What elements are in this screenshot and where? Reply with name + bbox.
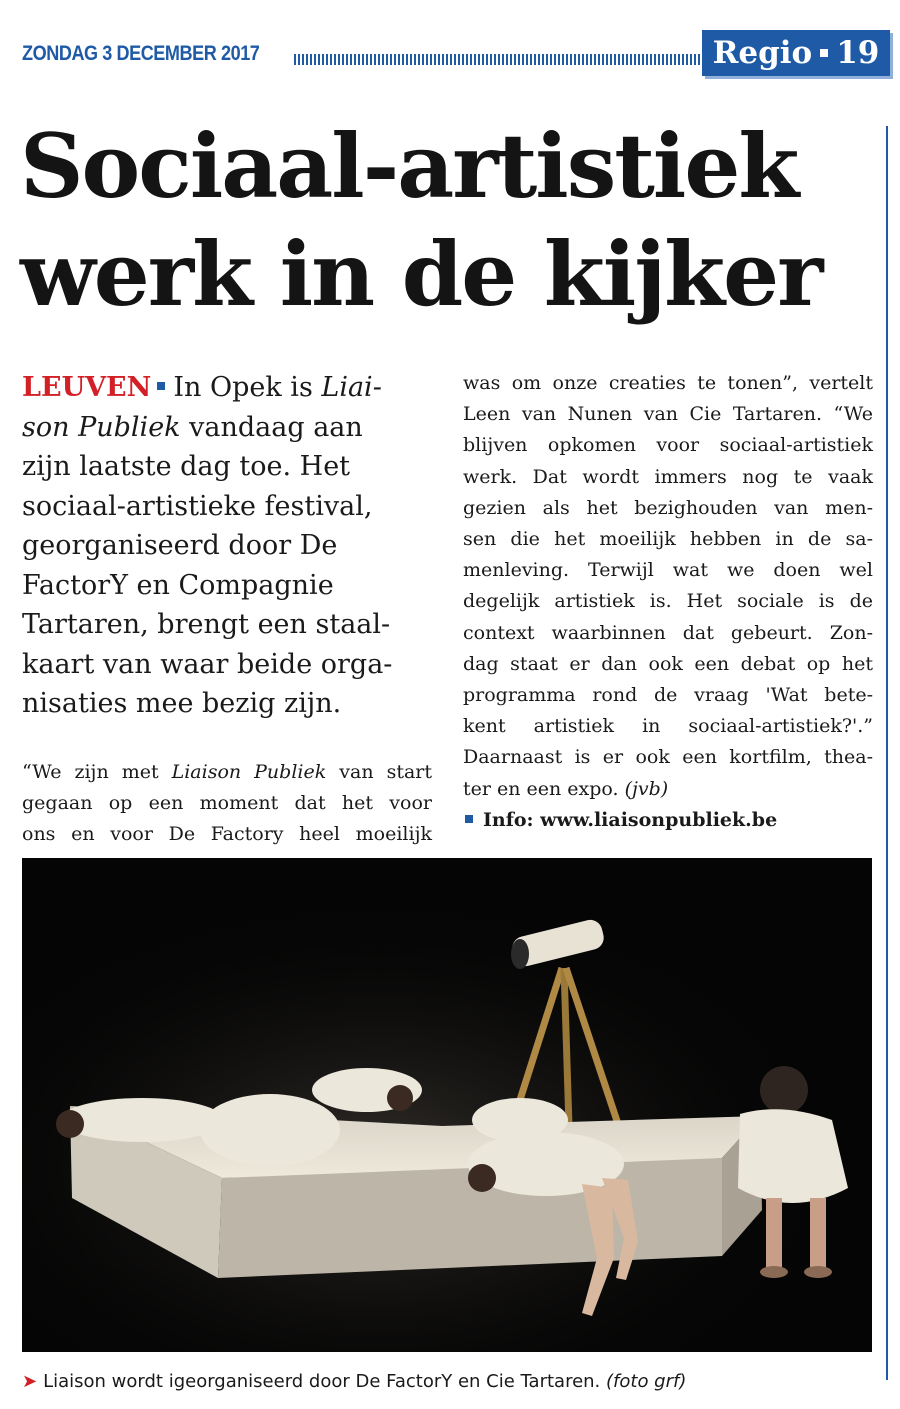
article-lead [22,368,432,724]
lead-line [22,368,432,408]
text-run: gegaan op een moment dat het voor [22,791,432,814]
text-run: “We zijn met [22,760,172,783]
body-line [463,462,873,493]
text-run: programma rond de vraag 'Wat bete- [463,684,873,707]
body-line [22,819,432,850]
text-run: dag staat er dan ook een debat op het [463,652,873,675]
body-line [463,711,873,742]
article-body-right [463,368,873,805]
section-name: Regio [712,35,813,71]
dotted-rule [294,54,706,65]
text-run: kent artistiek in sociaal-artistiek?'.” [463,715,873,738]
text-run: ter en een expo. [463,777,625,800]
theatre-stage-photo [22,858,872,1352]
text-run: (jvb) [624,777,669,800]
text-run: kaart van waar beide orga- [22,648,393,680]
body-line [463,586,873,617]
lead-line [22,605,432,645]
column-side-rule [886,126,888,1380]
article-body-left [22,757,432,851]
text-run: gezien als het bezighouden van men- [463,496,873,519]
body-line [22,757,432,788]
body-line [463,618,873,649]
article-right-column [463,368,873,836]
text-run: sen die het moeilijk hebben in de sa- [463,528,873,551]
lead-line [22,645,432,685]
info-link[interactable]: Info: www.liaisonpubliek.be [483,808,778,831]
text-run: georganiseerd door De [22,530,338,561]
article-photo [22,858,872,1352]
square-bullet-icon [157,382,165,390]
photo-credit: (foto grf) [606,1371,687,1392]
text-run: van start [326,760,432,783]
caption-text: Liaison wordt igeorganiseerd door De FactorY en Cie Tartaren. [43,1371,601,1392]
text-run: Daarnaast is er ook een kortfilm, thea- [463,746,873,769]
headline-line: Sociaal-artistiek [20,114,798,218]
body-line [463,774,873,805]
text-run: son Publiek [22,411,181,443]
body-line [463,368,873,399]
square-bullet-icon [820,49,828,57]
body-line [463,742,873,773]
text-run: degelijk artistiek is. Het sociale is de [463,590,873,613]
issue-date: ZONDAG 3 DECEMBER 2017 [22,42,260,65]
square-bullet-icon [465,815,473,823]
info-line [463,805,873,836]
article-headline [20,112,880,328]
text-run: Leen van Nunen van Cie Tartaren. “We [463,403,873,426]
text-run: werk. Dat wordt immers nog te vaak [463,465,873,488]
body-line [22,788,432,819]
text-run: FactorY en Compagnie [22,569,334,601]
text-run: vandaag aan [180,411,363,443]
lead-line [22,526,432,566]
text-run: context waarbinnen dat gebeurt. Zon- [463,621,873,644]
text-run: zijn laatste dag toe. Het [22,451,351,482]
text-run: ons en voor De Factory heel moeilijk [22,822,432,845]
text-run: nisaties mee bezig zijn. [22,688,342,719]
lead-line [22,447,432,487]
body-line [463,555,873,586]
body-line [463,493,873,524]
photo-caption [22,1371,872,1392]
body-line [463,680,873,711]
text-run: sociaal-artistieke festival, [22,490,373,522]
page-header [22,30,890,78]
article-dateline: LEUVEN [22,372,152,403]
lead-line [22,684,432,724]
body-line [463,524,873,555]
lead-line [22,487,432,527]
body-line [463,430,873,461]
text-run: Liaison Publiek [171,760,327,783]
body-line [463,399,873,430]
text-run: Liai- [321,372,382,403]
text-run: was om onze creaties te tonen”, vertelt [463,372,873,394]
text-run: In Opek is [173,372,322,403]
page-number: 19 [836,35,880,71]
section-label [702,30,890,76]
article-left-column [22,368,432,850]
arrow-right-icon: ➤ [22,1371,38,1392]
headline-line: werk in de kijker [20,222,822,326]
text-run: Tartaren, brengt een staal- [22,609,391,640]
body-line [463,649,873,680]
text-run: menleving. Terwijl wat we doen wel [463,559,873,582]
text-run: blijven opkomen voor sociaal-artistiek [463,434,873,457]
lead-line [22,408,432,448]
lead-line [22,566,432,606]
